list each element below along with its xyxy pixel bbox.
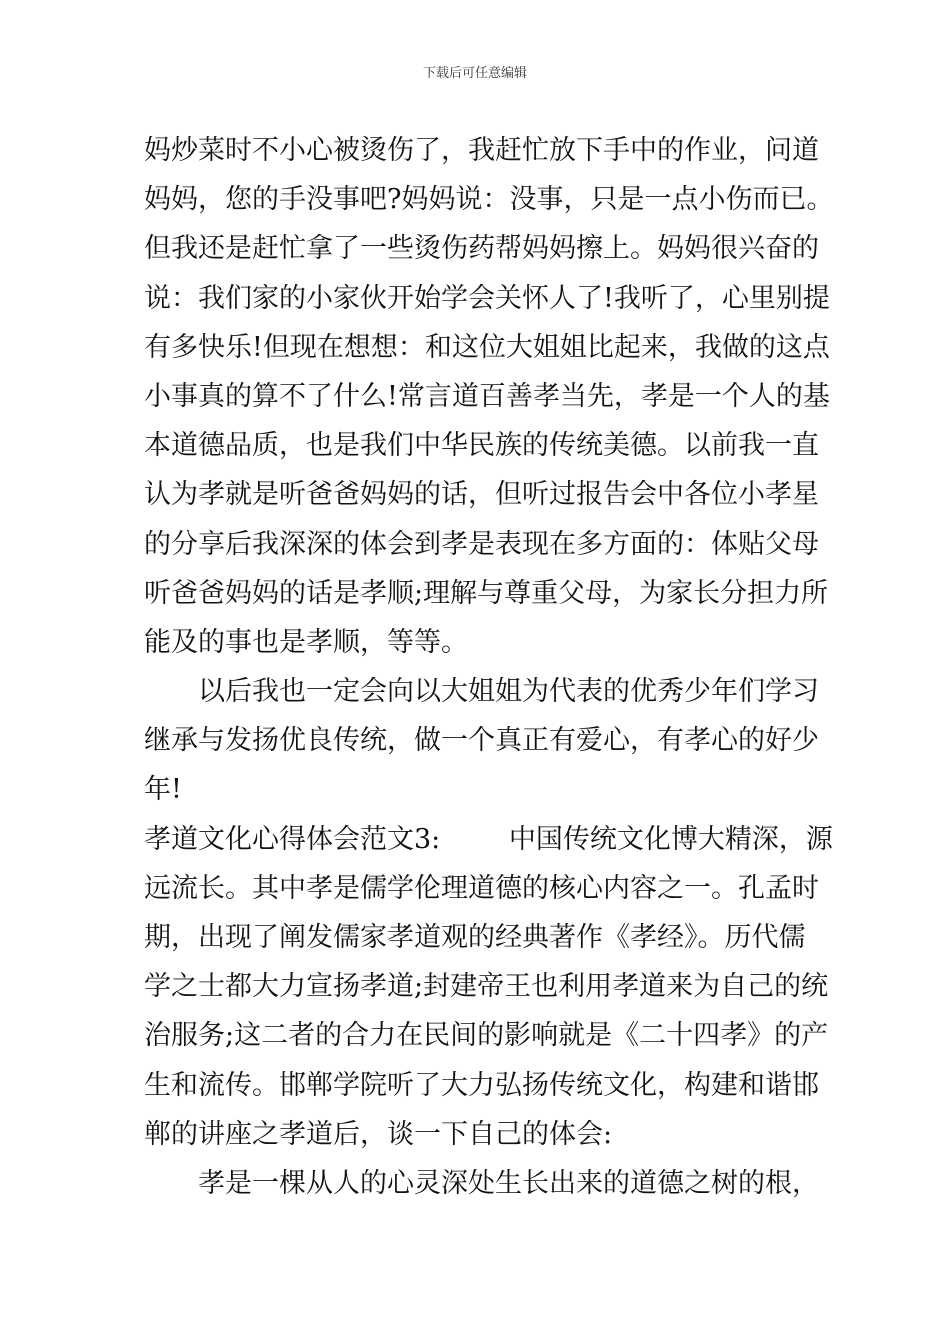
text-line: 妈妈，您的手没事吧?妈妈说：没事，只是一点小伤而已。	[144, 184, 834, 216]
text-line: 远流长。其中孝是儒学伦理道德的核心内容之一。孔孟时	[144, 872, 819, 904]
text-line: 生和流传。邯郸学院听了大力弘扬传统文化，构建和谐邯	[144, 1069, 819, 1101]
paragraph-start-line: 孝是一棵从人的心灵深处生长出来的道德之树的根，	[198, 1167, 819, 1199]
text-line: 妈炒菜时不小心被烫伤了，我赶忙放下手中的作业，问道	[144, 135, 819, 166]
text-line: 年!	[144, 774, 182, 806]
text-line: 听爸爸妈妈的话是孝顺;理解与尊重父母，为家长分担力所	[144, 577, 829, 609]
text-line: 本道德品质，也是我们中华民族的传统美德。以前我一直	[144, 430, 819, 462]
text-line: 小事真的算不了什么!常言道百善孝当先，孝是一个人的基	[144, 380, 830, 412]
text-line: 说：我们家的小家伙开始学会关怀人了!我听了，心里别提	[144, 282, 830, 314]
text-line: 郸的讲座之孝道后，谈一下自己的体会:	[144, 1118, 613, 1150]
text-line: 继承与发扬优良传统，做一个真正有爱心，有孝心的好少	[144, 725, 819, 757]
text-line: 但我还是赶忙拿了一些烫伤药帮妈妈擦上。妈妈很兴奋的	[144, 233, 819, 265]
text-line: 能及的事也是孝顺，等等。	[144, 626, 468, 658]
text-line: 的分享后我深深的体会到孝是表现在多方面的：体贴父母	[144, 528, 819, 560]
paragraph-start-line: 以后我也一定会向以大姐姐为代表的优秀少年们学习	[198, 676, 819, 708]
text-line: 期，出现了阐发儒家孝道观的经典著作《孝经》。历代儒	[144, 922, 806, 953]
text-line: 治服务;这二者的合力在民间的影响就是《二十四孝》的产	[144, 1020, 829, 1052]
text-line: 学之士都大力宣扬孝道;封建帝王也利用孝道来为自己的统	[144, 971, 829, 1003]
document-body	[144, 126, 834, 1208]
page-header: 下载后可任意编辑	[422, 66, 527, 81]
section-heading-line: 孝道文化心得体会范文3: 中国传统文化博大精深，源	[144, 823, 833, 855]
text-line: 认为孝就是听爸爸妈妈的话，但听过报告会中各位小孝星	[144, 479, 819, 511]
text-line: 有多快乐!但现在想想：和这位大姐姐比起来，我做的这点	[144, 331, 830, 363]
